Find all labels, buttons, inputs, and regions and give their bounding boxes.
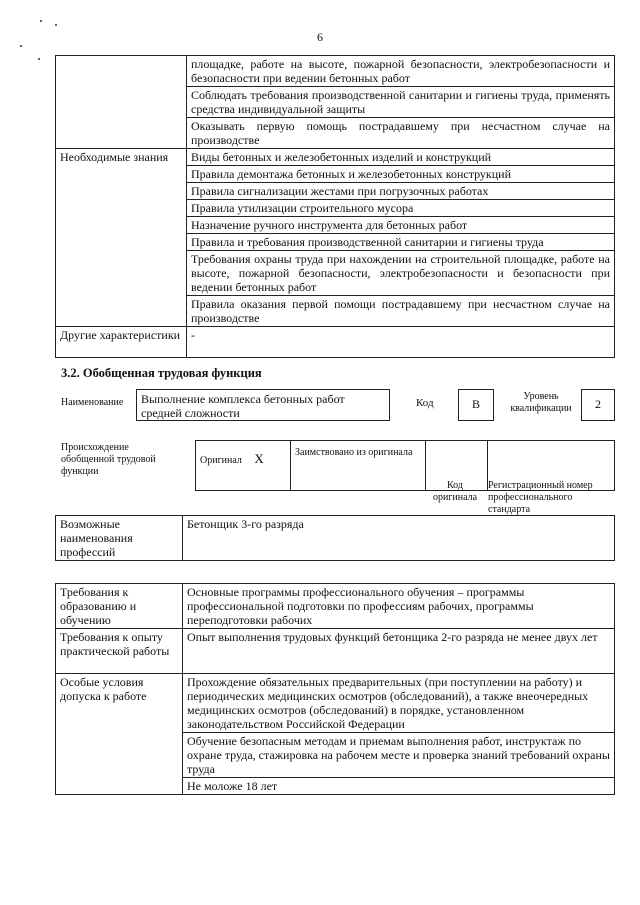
table-cell: Правила оказания первой помощи пострадавшему при несчастном случае на производстве (187, 296, 615, 327)
scan-speck (55, 24, 57, 26)
reg-number-caption: Регистрационный номер профессионального стандарта (488, 480, 593, 515)
requirement-cell: Не моложе 18 лет (183, 778, 615, 795)
requirement-label: Особые условия допуска к работе (56, 674, 183, 795)
table-cell: Требования охраны труда при нахождении на строительной площадке, работе на высоте, пожарной безопасности, электробезопасности и безопасности при ведении бетонных работ (187, 251, 615, 296)
requirement-cell: Опыт выполнения трудовых функций бетонщика 2-го разряда не менее двух лет (183, 629, 615, 674)
requirement-label: Требования к образованию и обучению (56, 584, 183, 629)
requirement-cell: Обучение безопасным методам и приемам выполнения работ, инструктаж по охране труда, стажировка на рабочем месте и проверка знаний требований охраны труда (183, 733, 615, 778)
table-cell: Соблюдать требования производственной санитарии и гигиены труда, применять средства индивидуальной защиты (187, 87, 615, 118)
page-number: 6 (317, 30, 323, 44)
table-cell: Правила сигнализации жестами при погрузочных работах (187, 183, 615, 200)
table-cell: Назначение ручного инструмента для бетонных работ (187, 217, 615, 234)
scan-speck (38, 58, 40, 60)
original-cell (196, 441, 291, 491)
table-cell: Виды бетонных и железобетонных изделий и конструкций (187, 149, 615, 166)
table-cell: Правила утилизации строительного мусора (187, 200, 615, 217)
borrowed-cell: Заимствовано из оригинала (291, 441, 426, 491)
table-cell: Правила демонтажа бетонных и железобетонных конструкций (187, 166, 615, 183)
requirement-label: Требования к опыту практической работы (56, 629, 183, 674)
original-mark: X (254, 451, 264, 466)
table-cell: Оказывать первую помощь пострадавшему при несчастном случае на производстве (187, 118, 615, 149)
level-label: Уровень квалификации (510, 391, 572, 414)
requirements-table (55, 583, 615, 795)
requirement-cell: Основные программы профессионального обучения – программы профессиональной подготовки по профессиям рабочих, программы переподготовки рабочих (183, 584, 615, 629)
table-label-cell: Другие характеристики (56, 327, 187, 358)
name-value-box: Выполнение комплекса бетонных работ средней сложности (136, 389, 390, 421)
origin-label: Происхождение обобщенной трудовой функции (61, 442, 156, 477)
name-label: Наименование (61, 397, 124, 408)
table-cell: площадке, работе на высоте, пожарной безопасности, электробезопасности и безопасности при ведении бетонных работ (187, 56, 615, 87)
knowledge-table (55, 55, 615, 358)
requirement-cell: Прохождение обязательных предварительных (при поступлении на работу) и периодических медицинских осмотров (обследований), а также внеочередных медицинских осмотров (обследований) в порядке, установленном законодательством Российской Федерации (183, 674, 615, 733)
level-value-box: 2 (581, 389, 615, 421)
scan-speck (40, 20, 42, 22)
code-label: Код (416, 397, 434, 409)
table-cell: - (187, 327, 615, 358)
table-cell: Правила и требования производственной санитарии и гигиены труда (187, 234, 615, 251)
code-original-caption: Код оригинала (432, 480, 478, 503)
professions-table (55, 515, 615, 561)
original-label: Оригинал (200, 455, 242, 466)
table-label-cell (56, 56, 187, 149)
professions-value: Бетонщик 3-го разряда (183, 516, 615, 561)
section-title: 3.2. Обобщенная трудовая функция (61, 366, 262, 380)
scan-speck (20, 45, 22, 47)
code-value-box: В (458, 389, 494, 421)
professions-label: Возможные наименования профессий (56, 516, 183, 561)
table-label-cell: Необходимые знания (56, 149, 187, 327)
